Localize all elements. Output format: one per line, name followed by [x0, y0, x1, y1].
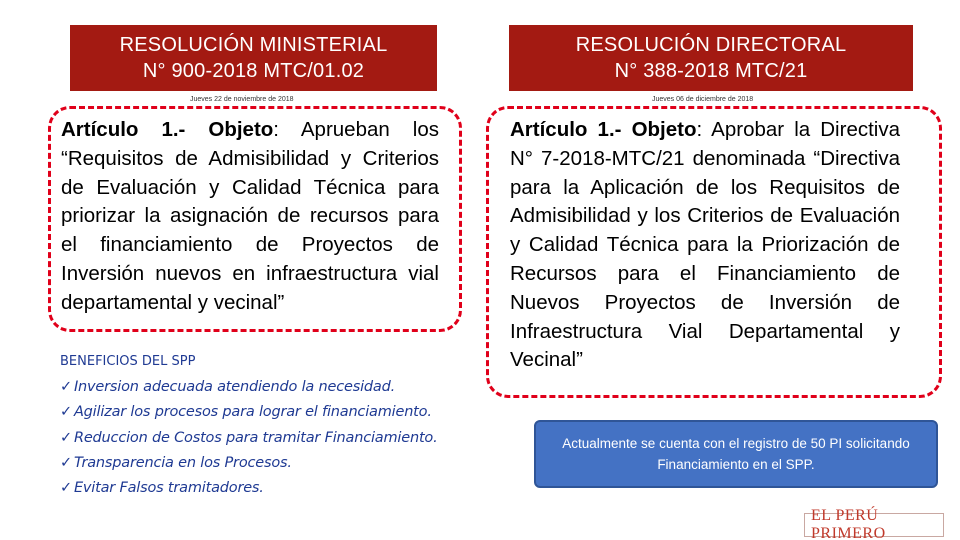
list-item: ✓ Transparencia en los Procesos. — [60, 454, 292, 471]
left-header-line1: RESOLUCIÓN MINISTERIAL — [119, 34, 388, 56]
right-date: Jueves 06 de diciembre de 2018 — [652, 96, 754, 103]
right-header-line2: N° 388-2018 MTC/21 — [614, 60, 808, 82]
list-item: ✓ Reduccion de Costos para tramitar Financiamiento. — [60, 429, 438, 446]
check-icon: ✓ — [60, 404, 72, 421]
right-article-text: : Aprobar la Directiva N° 7-2018-MTC/21 denominada “Directiva para la Aplicación de los Requisitos de Admisibilidad y los Criterios de Evaluación y Calidad Técnica para la Priorización de Recursos para el Financiamiento de Nuevos Proyectos de Inversión de Infraestructura Vial Departamental y Vecinal” — [510, 118, 900, 372]
right-resolution-header — [509, 25, 913, 91]
check-icon: ✓ — [60, 379, 72, 395]
right-article — [510, 116, 900, 375]
logo-text: EL PERÚ PRIMERO — [811, 507, 886, 540]
check-icon: ✓ — [60, 480, 72, 497]
check-icon: ✓ — [60, 454, 72, 471]
benefits-title: BENEFICIOS DEL SPP — [60, 354, 196, 369]
list-item: ✓ Agilizar los procesos para lograr el financiamiento. — [60, 404, 432, 421]
benefits-list — [60, 354, 500, 501]
left-header-line2: N° 900-2018 MTC/01.02 — [142, 60, 365, 82]
el-peru-primero-logo — [804, 507, 944, 540]
right-article-label: Artículo 1.- Objeto — [510, 118, 697, 141]
callout-box — [534, 420, 938, 488]
left-date: Jueves 22 de noviembre de 2018 — [190, 96, 294, 103]
left-resolution-header — [70, 25, 437, 91]
left-article — [61, 116, 439, 318]
list-item: ✓ Inversion adecuada atendiendo la necesidad. — [60, 379, 396, 395]
list-item: ✓ Evitar Falsos tramitadores. — [60, 480, 264, 497]
left-article-label: Artículo 1.- Objeto — [61, 118, 274, 141]
right-header-line1: RESOLUCIÓN DIRECTORAL — [575, 34, 847, 56]
check-icon: ✓ — [60, 429, 72, 446]
callout-text: Actualmente se cuenta con el registro de 50 PI solicitando Financiamiento en el SPP. — [562, 436, 910, 472]
left-article-text: : Aprueban los “Requisitos de Admisibilidad y Criterios de Evaluación y Calidad Técnica para priorizar la asignación de recursos para el financiamiento de Proyectos de Inversión nuevos en infraestructura vial departamental y vecinal” — [61, 118, 439, 314]
